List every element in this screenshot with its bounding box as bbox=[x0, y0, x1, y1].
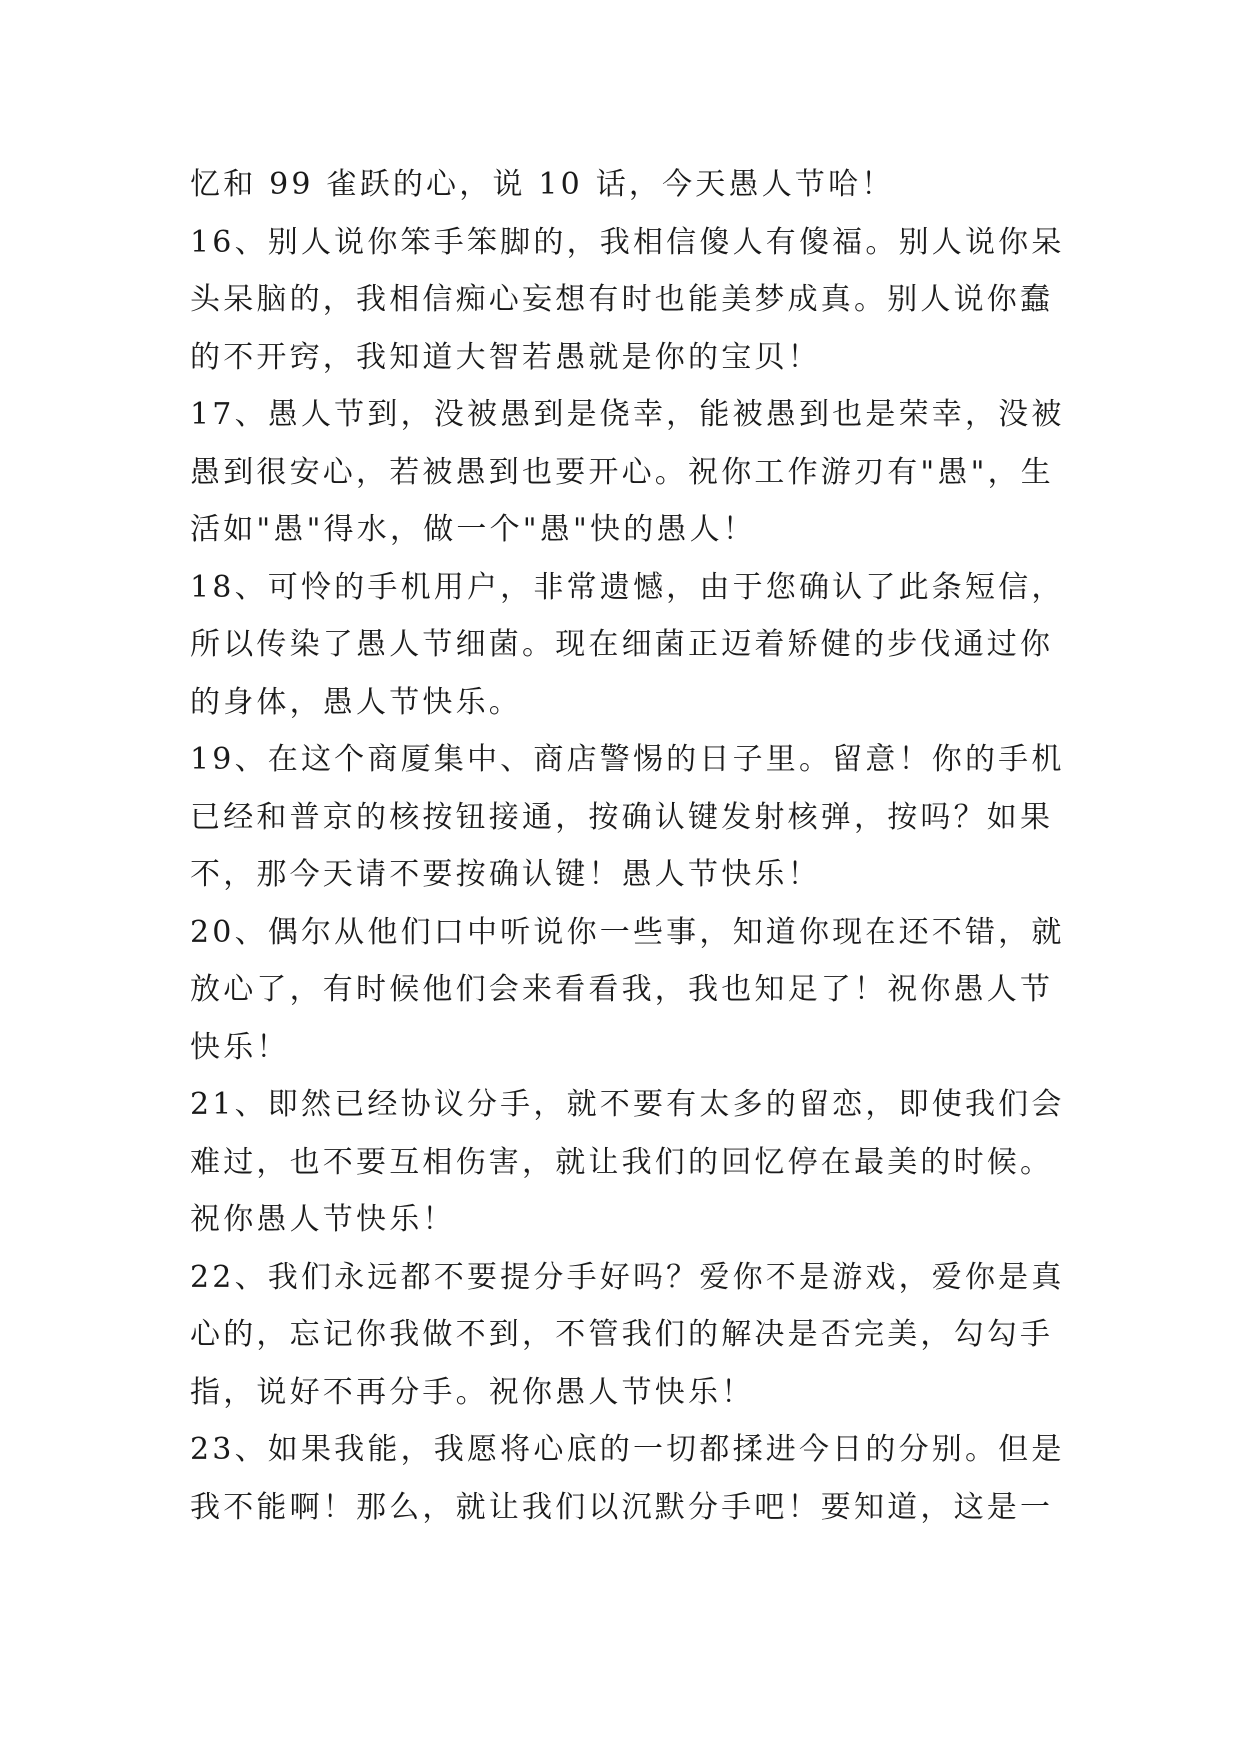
text-line: 所以传染了愚人节细菌。现在细菌正迈着矫健的步伐通过你 bbox=[190, 627, 1054, 662]
text-line: 放心了，有时候他们会来看看我，我也知足了！祝你愚人节 bbox=[190, 972, 1054, 1007]
text-line: 不，那今天请不要按确认键！愚人节快乐！ bbox=[190, 857, 821, 892]
text-line: 忆和 99 雀跃的心，说 10 话，今天愚人节哈！ bbox=[190, 167, 895, 202]
text-line: 17、愚人节到，没被愚到是侥幸，能被愚到也是荣幸，没被 bbox=[190, 397, 1065, 432]
text-line: 指，说好不再分手。祝你愚人节快乐！ bbox=[190, 1374, 755, 1410]
text-line: 我不能啊！那么，就让我们以沉默分手吧！要知道，这是一 bbox=[190, 1489, 1054, 1525]
text-line: 祝你愚人节快乐！ bbox=[190, 1202, 456, 1237]
text-line: 19、在这个商厦集中、商店警惕的日子里。留意！你的手机 bbox=[190, 742, 1065, 777]
text-line: 已经和普京的核按钮接通，按确认键发射核弹，按吗？如果 bbox=[190, 799, 1054, 835]
text-line: 难过，也不要互相伤害，就让我们的回忆停在最美的时候。 bbox=[190, 1144, 1054, 1180]
text-line: 的不开窍，我知道大智若愚就是你的宝贝！ bbox=[190, 339, 821, 375]
text-line: 心的，忘记你我做不到，不管我们的解决是否完美，勾勾手 bbox=[190, 1317, 1054, 1352]
text-line: 22、我们永远都不要提分手好吗？爱你不是游戏，爱你是真 bbox=[190, 1259, 1065, 1295]
text-line: 愚到很安心，若被愚到也要开心。祝你工作游刃有"愚"，生 bbox=[190, 454, 1054, 490]
text-line: 16、别人说你笨手笨脚的，我相信傻人有傻福。别人说你呆 bbox=[190, 224, 1065, 260]
text-line: 活如"愚"得水，做一个"愚"快的愚人！ bbox=[190, 512, 756, 547]
text-line: 头呆脑的，我相信痴心妄想有时也能美梦成真。别人说你蠢 bbox=[190, 282, 1054, 317]
text-line: 20、偶尔从他们口中听说你一些事，知道你现在还不错，就 bbox=[190, 914, 1065, 950]
text-line: 23、如果我能，我愿将心底的一切都揉进今日的分别。但是 bbox=[190, 1432, 1065, 1467]
text-line: 21、即然已经协议分手，就不要有太多的留恋，即使我们会 bbox=[190, 1087, 1065, 1122]
text-line: 快乐！ bbox=[190, 1029, 290, 1065]
text-line: 18、可怜的手机用户，非常遗憾，由于您确认了此条短信， bbox=[190, 569, 1065, 605]
text-line: 的身体，愚人节快乐。 bbox=[190, 684, 522, 720]
document-body bbox=[190, 156, 1070, 1536]
